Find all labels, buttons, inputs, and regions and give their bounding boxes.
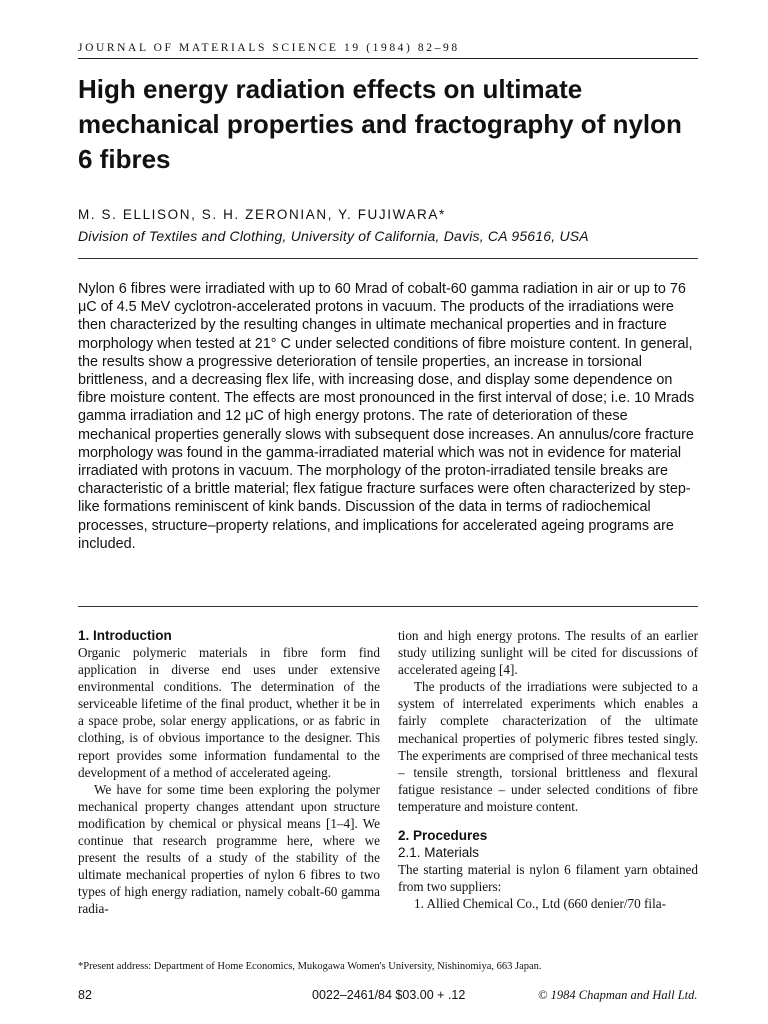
divider bbox=[78, 606, 698, 607]
issn-price: 0022–2461/84 $03.00 + .12 bbox=[312, 988, 466, 1002]
journal-header: JOURNAL OF MATERIALS SCIENCE 19 (1984) 82–98 bbox=[78, 42, 460, 54]
copyright: © 1984 Chapman and Hall Ltd. bbox=[538, 988, 698, 1002]
paragraph: The starting material is nylon 6 filament yarn obtained from two suppliers: bbox=[398, 862, 698, 895]
subsection-heading-materials: 2.1. Materials bbox=[398, 845, 480, 861]
divider bbox=[78, 258, 698, 259]
page-number: 82 bbox=[78, 988, 92, 1002]
right-column bbox=[398, 627, 698, 912]
affiliation: Division of Textiles and Clothing, University of California, Davis, CA 95616, USA bbox=[78, 228, 589, 244]
author-list: M. S. ELLISON, S. H. ZERONIAN, Y. FUJIWARA* bbox=[78, 207, 446, 222]
section-heading-procedures: 2. Procedures bbox=[398, 828, 488, 844]
list-item: 1. Allied Chemical Co., Ltd (660 denier/70 fila- bbox=[414, 896, 666, 912]
abstract: Nylon 6 fibres were irradiated with up to 60 Mrad of cobalt-60 gamma radiation in air or up to 76 μC of 4.5 MeV cyclotron-accelerated protons in vacuum. The products of the irradiations were then characterized by the resulting changes in ultimate mechanical properties and in fracture morphology when tested at 21° C under selected conditions of fibre moisture content. In general, the results show a progressive deterioration of tensile properties, an increase in torsional brittleness, and a decreasing flex life, with increasing dose, and display some dependence on fibre moisture content. The effects are most pronounced in the first interval of dose; i.e. 10 Mrads gamma irradiation and 12 μC of high energy protons. The rate of deterioration of these mechanical properties generally slows with subsequent dose increases. An annulus/core fracture morphology was found in the gamma-irradiated material which was not in evidence for material irradiated with protons in vacuum. The morphology of the proton-irradiated tensile breaks are characteristic of a brittle material; flex fatigue fracture surfaces were often characterized by step-like formations reminiscent of kink bands. Discussion of the data in terms of radiochemical processes, structure–property relations, and implications for accelerated ageing programs are included. bbox=[78, 281, 695, 552]
footnote: *Present address: Department of Home Economics, Mukogawa Women's University, Nishinomiya, 663 Japan. bbox=[78, 961, 542, 972]
paragraph: The products of the irradiations were subjected to a system of interrelated experiments which enables a fairly complete characterization of the ultimate mechanical properties of polymeric fibres tested singly. The experiments are comprised of three mechanical tests – tensile strength, torsional brittleness and flexural fatigue resistance – under selected conditions of fibre temperature and moisture content. bbox=[398, 679, 698, 814]
section-heading-introduction: 1. Introduction bbox=[78, 628, 172, 643]
left-column bbox=[78, 627, 380, 918]
header-rule bbox=[78, 58, 698, 59]
paragraph: tion and high energy protons. The results of an earlier study utilizing sunlight will be cited for discussions of accelerated ageing [4]. bbox=[398, 628, 698, 678]
paragraph: We have for some time been exploring the polymer mechanical property changes attendant upon structure modification by chemical or physical means [1–4]. We continue that research programme here, where we present the results of a study of the stability of the ultimate mechanical properties of nylon 6 fibres to two types of high energy radiation, namely cobalt-60 gamma radia- bbox=[78, 781, 380, 917]
paper-title: High energy radiation effects on ultimate mechanical properties and fractography of nylon 6 fibres bbox=[78, 74, 682, 174]
paragraph: Organic polymeric materials in fibre form find application in diverse end uses under extensive environmental conditions. The determination of the serviceable lifetime of the final product, whether it be in a space probe, solar energy applications, or as fabric in clothing, is of obvious importance to the designer. This report provides some information fundamental to the development of a method of accelerated ageing. bbox=[78, 645, 380, 780]
